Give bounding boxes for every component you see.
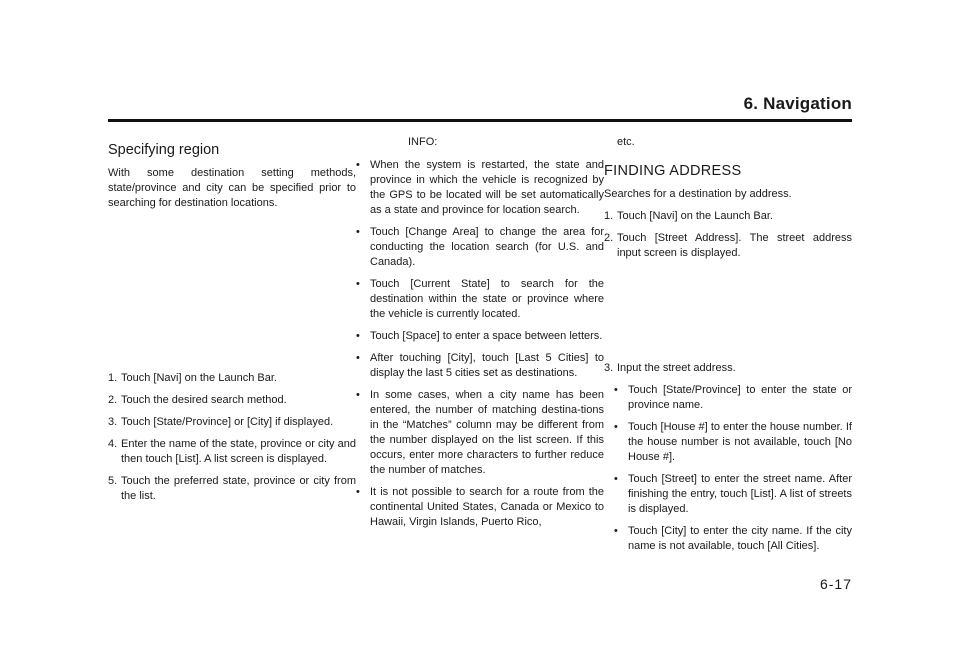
page-number: 6-17 [819,576,852,592]
bullet-icon: • [356,278,360,290]
step-item: 3. Input the street address. [604,362,736,374]
step-item: 1. Touch [Navi] on the Launch Bar. [108,372,277,384]
step-item: 3. Touch [State/Province] or [City] if displayed. [108,416,334,428]
steps-list [108,371,356,504]
step-item: 1. Touch [Navi] on the Launch Bar. [604,210,773,222]
header-divider [108,119,852,122]
bullet-icon: • [614,384,618,396]
bullet-icon: • [614,421,618,433]
sub-bullet-list [614,383,852,554]
info-bullet: • After touching [City], touch [Last 5 Cities] to display the last 5 cities set as destinations. [356,352,604,379]
column-right [604,135,852,561]
chapter-title: 6. Navigation [743,94,852,113]
step-item: 2. Touch [Street Address]. The street address input screen is displayed. [604,232,852,259]
sub-bullet: • Touch [State/Province] to enter the state or province name. [614,384,852,411]
steps-list-continued [604,361,852,376]
intro-paragraph: With some destination setting methods, state/province and city can be specified prior to searching for destination locations. [108,167,356,209]
sub-bullet: • Touch [Street] to enter the street name. After finishing the entry, touch [List]. A list of streets is displayed. [614,473,852,515]
info-label: INFO: [408,136,438,148]
bullet-icon: • [356,486,360,498]
section-heading-specifying-region: Specifying region [108,142,220,158]
bullet-icon: • [356,159,360,171]
bullet-icon: • [614,525,618,537]
steps-list [604,209,852,261]
continuation-text: etc. [617,136,635,148]
bullet-icon: • [356,330,360,342]
info-bullet: • Touch [Current State] to search for the destination within the state or province where the vehicle is currently located. [356,278,604,320]
bullet-icon: • [614,473,618,485]
info-bullet: • When the system is restarted, the state and province in which the vehicle is recognized by the GPS to be located will be set automatically as a state and province for location search. [356,159,604,216]
bullet-icon: • [356,226,360,238]
column-left [108,135,356,511]
info-bullet: • Touch [Change Area] to change the area for conducting the location search (for U.S. and Canada). [356,226,604,268]
step-item: 2. Touch the desired search method. [108,394,287,406]
info-bullet: • In some cases, when a city name has been entered, the number of matching destina-tions in the “Matches” column may be different from the number displayed on the list screen. If this occurs, enter more characters to further reduce the number of matches. [356,389,604,476]
info-bullet: • Touch [Space] to enter a space between letters. [356,330,603,342]
intro-paragraph: Searches for a destination by address. [604,188,792,200]
section-heading-finding-address: FINDING ADDRESS [604,163,742,179]
step-item: 5. Touch the preferred state, province or city from the list. [108,475,356,502]
sub-bullet: • Touch [City] to enter the city name. If the city name is not available, touch [All Cities]. [614,525,852,552]
sub-bullet: • Touch [House #] to enter the house number. If the house number is not available, touch [No House #]. [614,421,852,463]
column-middle [356,135,604,537]
info-bullet: • It is not possible to search for a route from the continental United States, Canada or Mexico to Hawaii, Virgin Islands, Puerto Rico, [356,486,604,528]
step-item: 4. Enter the name of the state, province or city and then touch [List]. A list screen is displayed. [108,438,356,465]
bullet-icon: • [356,389,360,401]
info-bullet-list [356,158,604,530]
bullet-icon: • [356,352,360,364]
